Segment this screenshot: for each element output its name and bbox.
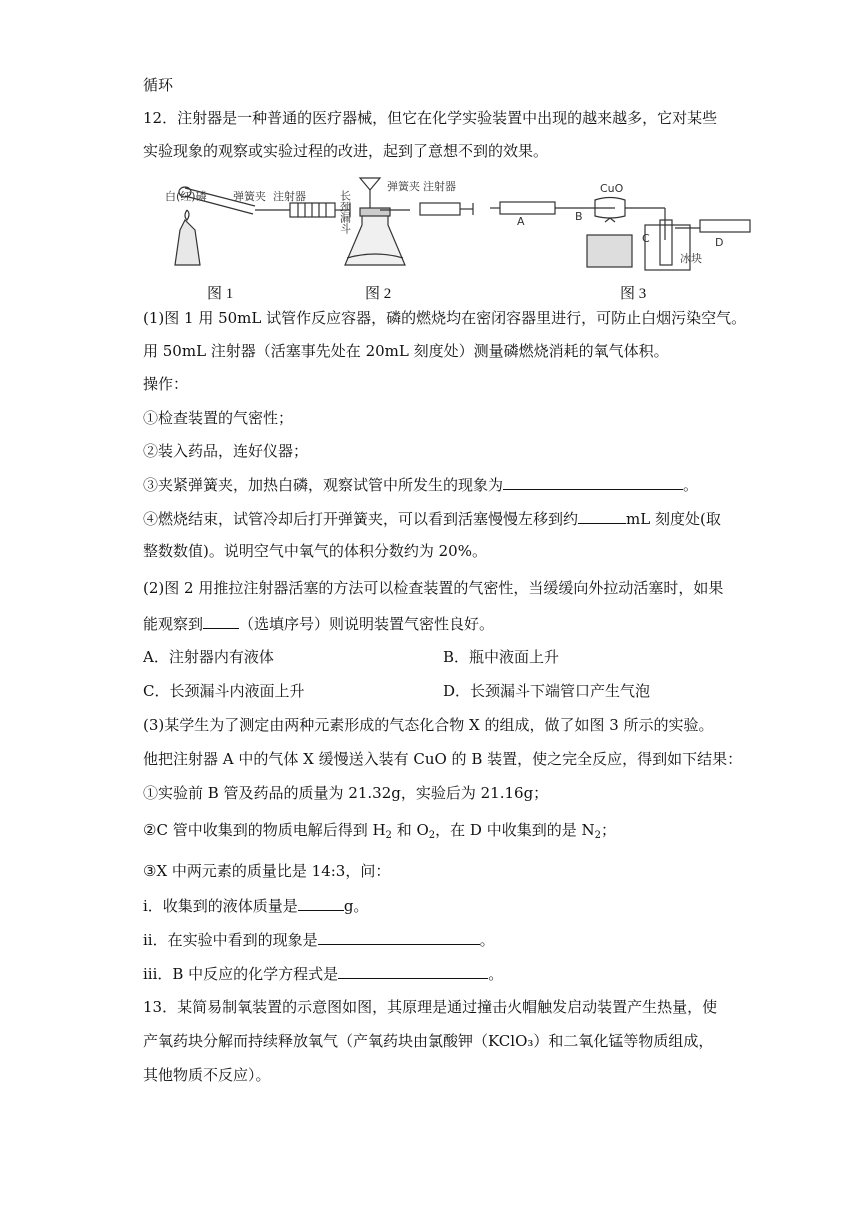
answer-blank-step-3[interactable] xyxy=(503,474,683,490)
answer-blank-step-4[interactable] xyxy=(578,508,626,524)
experiment-figures xyxy=(155,170,755,302)
sub-question-i xyxy=(143,895,368,916)
fig1-label-phosphorus: 白(红)磷 xyxy=(165,190,207,203)
result-2-mid: 和 O xyxy=(391,821,429,839)
result-2-end: ； xyxy=(600,821,616,839)
subscript: 2 xyxy=(594,830,601,841)
answer-blank-ii[interactable] xyxy=(318,929,480,945)
result-2 xyxy=(143,820,616,846)
sub-i-unit: g。 xyxy=(343,897,369,915)
figure-3-caption: 图 3 xyxy=(620,286,647,302)
part-3-line-2: 他把注射器 A 中的气体 X 缓慢送入装有 CuO 的 B 装置，使之完全反应，得到如下结果： xyxy=(143,750,743,768)
text-line: 循环 xyxy=(143,76,174,94)
sub-ii-end: 。 xyxy=(479,931,495,949)
part-2-line-1: (2)图 2 用推拉注射器活塞的方法可以检查装置的气密性，当缓缓向外拉动活塞时，如果 xyxy=(143,579,724,597)
step-4-line-2: 整数数值)。说明空气中氧气的体积分数约为 20%。 xyxy=(143,542,487,560)
result-3: ③X 中两元素的质量比是 14:3，问： xyxy=(143,862,391,880)
apparatus-diagram xyxy=(155,170,755,302)
result-1: ①实验前 B 管及药品的质量为 21.32g，实验后为 21.16g； xyxy=(143,784,549,802)
subscript: 2 xyxy=(385,830,392,841)
step-4-line-1 xyxy=(143,508,721,529)
sub-question-ii xyxy=(143,929,495,950)
answer-blank-i[interactable] xyxy=(298,895,344,911)
subscript: 2 xyxy=(428,830,436,841)
option-row-2 xyxy=(143,681,651,701)
step-3 xyxy=(143,474,698,495)
figure-2-caption: 图 2 xyxy=(365,286,392,302)
sub-iii-end: 。 xyxy=(488,965,504,983)
sub-iii-text: iii．B 中反应的化学方程式是 xyxy=(143,965,339,983)
step-3-text: ③夹紧弹簧夹，加热白磷，观察试管中所发生的现象为 xyxy=(143,476,504,494)
result-2-pre: ②C 管中收集到的物质电解后得到 H xyxy=(143,821,386,839)
sub-ii-text: ii．在实验中看到的现象是 xyxy=(143,931,318,949)
part-2-text-post: （选填序号）则说明装置气密性良好。 xyxy=(239,615,495,633)
option-b: B．瓶中液面上升 xyxy=(443,648,560,666)
answer-blank-iii[interactable] xyxy=(338,963,488,979)
fig3-label-ice: 冰块 xyxy=(680,252,702,265)
fig3-label-cuo: CuO xyxy=(600,182,624,195)
part-2-text-pre: 能观察到 xyxy=(143,615,204,633)
option-a: A．注射器内有液体 xyxy=(143,648,274,666)
operations-heading: 操作： xyxy=(143,375,189,393)
fig1-label-syringe: 注射器 xyxy=(273,190,306,203)
step-2: ②装入药品，连好仪器； xyxy=(143,442,309,460)
sub-i-text: i．收集到的液体质量是 xyxy=(143,897,298,915)
figure-1-caption: 图 1 xyxy=(207,286,234,302)
question-13-line-2: 产氧药块分解而持续释放氧气（产氧药块由氯酸钾（KClO₃）和二氧化锰等物质组成， xyxy=(143,1032,714,1050)
question-12-line-2: 实验现象的观察或实验过程的改进，起到了意想不到的效果。 xyxy=(143,142,549,160)
answer-blank-part-2[interactable] xyxy=(203,613,239,629)
option-row-1 xyxy=(143,647,560,667)
question-12-line-1: 12．注射器是一种普通的医疗器械，但它在化学实验装置中出现的越来越多，它对某些 xyxy=(143,109,718,127)
question-13-line-3: 其他物质不反应）。 xyxy=(143,1066,271,1084)
fig3-label-d: D xyxy=(715,236,724,249)
step-4-text: ④燃烧结束，试管冷却后打开弹簧夹，可以看到活塞慢慢左移到约 xyxy=(143,510,579,528)
step-3-end: 。 xyxy=(683,476,699,494)
question-13-line-1: 13．某简易制氧装置的示意图如图，其原理是通过撞击火帽触发启动装置产生热量，使 xyxy=(143,998,718,1016)
fig1-label-clamp: 弹簧夹 xyxy=(233,190,266,203)
fig3-label-c: C xyxy=(642,232,650,245)
part-1-line-2: 用 50mL 注射器（活塞事先处在 20mL 刻度处）测量磷燃烧消耗的氧气体积。 xyxy=(143,342,669,360)
fig2-label-funnel: 长颈漏斗 xyxy=(338,190,352,234)
sub-question-iii xyxy=(143,963,503,984)
part-1-line-1: (1)图 1 用 50mL 试管作反应容器，磷的燃烧均在密闭容器里进行，可防止白烟污染空气。 xyxy=(143,309,747,327)
fig2-label-syringe: 注射器 xyxy=(423,180,456,193)
fig3-label-b: B xyxy=(575,210,583,223)
part-3-line-1: (3)某学生为了测定由两种元素形成的气态化合物 X 的组成，做了如图 3 所示的实验。 xyxy=(143,716,714,734)
result-2-post: ，在 D 中收集到的是 N xyxy=(435,821,595,839)
part-2-line-2 xyxy=(143,613,494,634)
option-c: C．长颈漏斗内液面上升 xyxy=(143,682,305,700)
step-1: ①检查装置的气密性； xyxy=(143,409,294,427)
figure-3-apparatus xyxy=(490,198,750,271)
fig3-label-a: A xyxy=(517,215,525,228)
option-d: D．长颈漏斗下端管口产生气泡 xyxy=(443,682,651,700)
step-4-unit: mL 刻度处(取 xyxy=(626,510,721,528)
fig2-label-clamp: 弹簧夹 xyxy=(387,180,420,193)
